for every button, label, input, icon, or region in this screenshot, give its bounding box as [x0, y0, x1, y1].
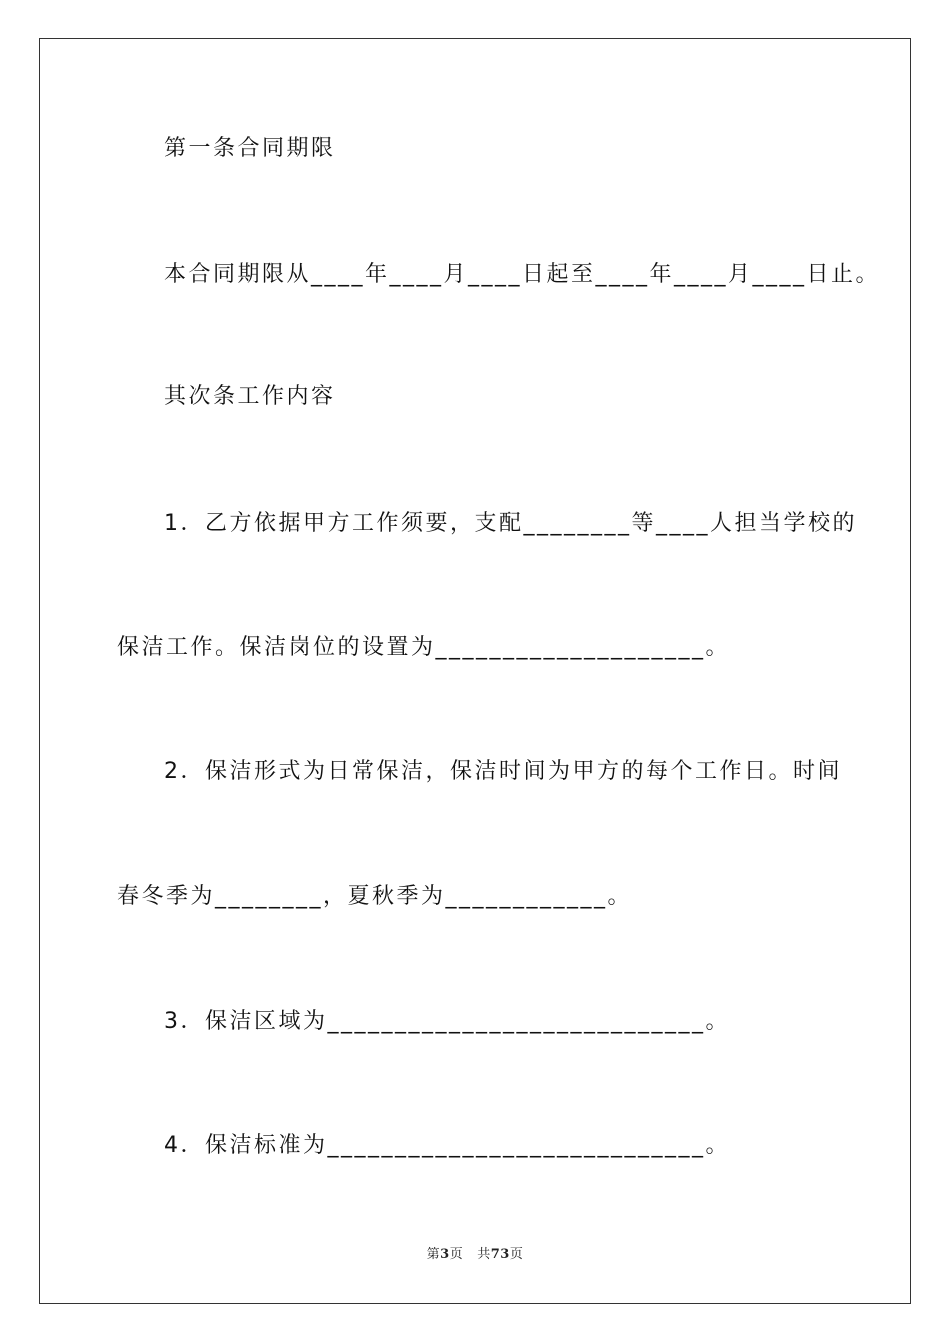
footer-total-suffix: 页 [509, 1247, 524, 1262]
heading-article-2: 其次条工作内容 [164, 384, 336, 409]
page-footer [0, 1246, 950, 1264]
footer-total-prefix: 共 [477, 1247, 491, 1262]
footer-total-number: 73 [490, 1247, 510, 1262]
footer-page-number: 3 [440, 1247, 450, 1262]
paragraph-contract-term: 本合同期限从____年____月____日起至____年____月____日止。 [164, 262, 881, 287]
paragraph-item-1-line-1: 1．乙方依据甲方工作须要，支配________等____人担当学校的 [164, 511, 857, 536]
paragraph-item-2-line-2: 春冬季为________，夏秋季为____________。 [117, 884, 633, 909]
footer-page-suffix: 页 [449, 1247, 464, 1262]
paragraph-item-2-line-1: 2．保洁形式为日常保洁，保洁时间为甲方的每个工作日。时间 [164, 759, 842, 784]
paragraph-item-1-line-2: 保洁工作。保洁岗位的设置为____________________。 [117, 635, 731, 660]
footer-page-prefix: 第 [426, 1247, 441, 1262]
paragraph-item-4: 4．保洁标准为____________________________。 [164, 1133, 730, 1158]
page-border [39, 38, 911, 1304]
heading-article-1: 第一条合同期限 [164, 136, 336, 161]
paragraph-item-3: 3．保洁区域为____________________________。 [164, 1009, 730, 1034]
